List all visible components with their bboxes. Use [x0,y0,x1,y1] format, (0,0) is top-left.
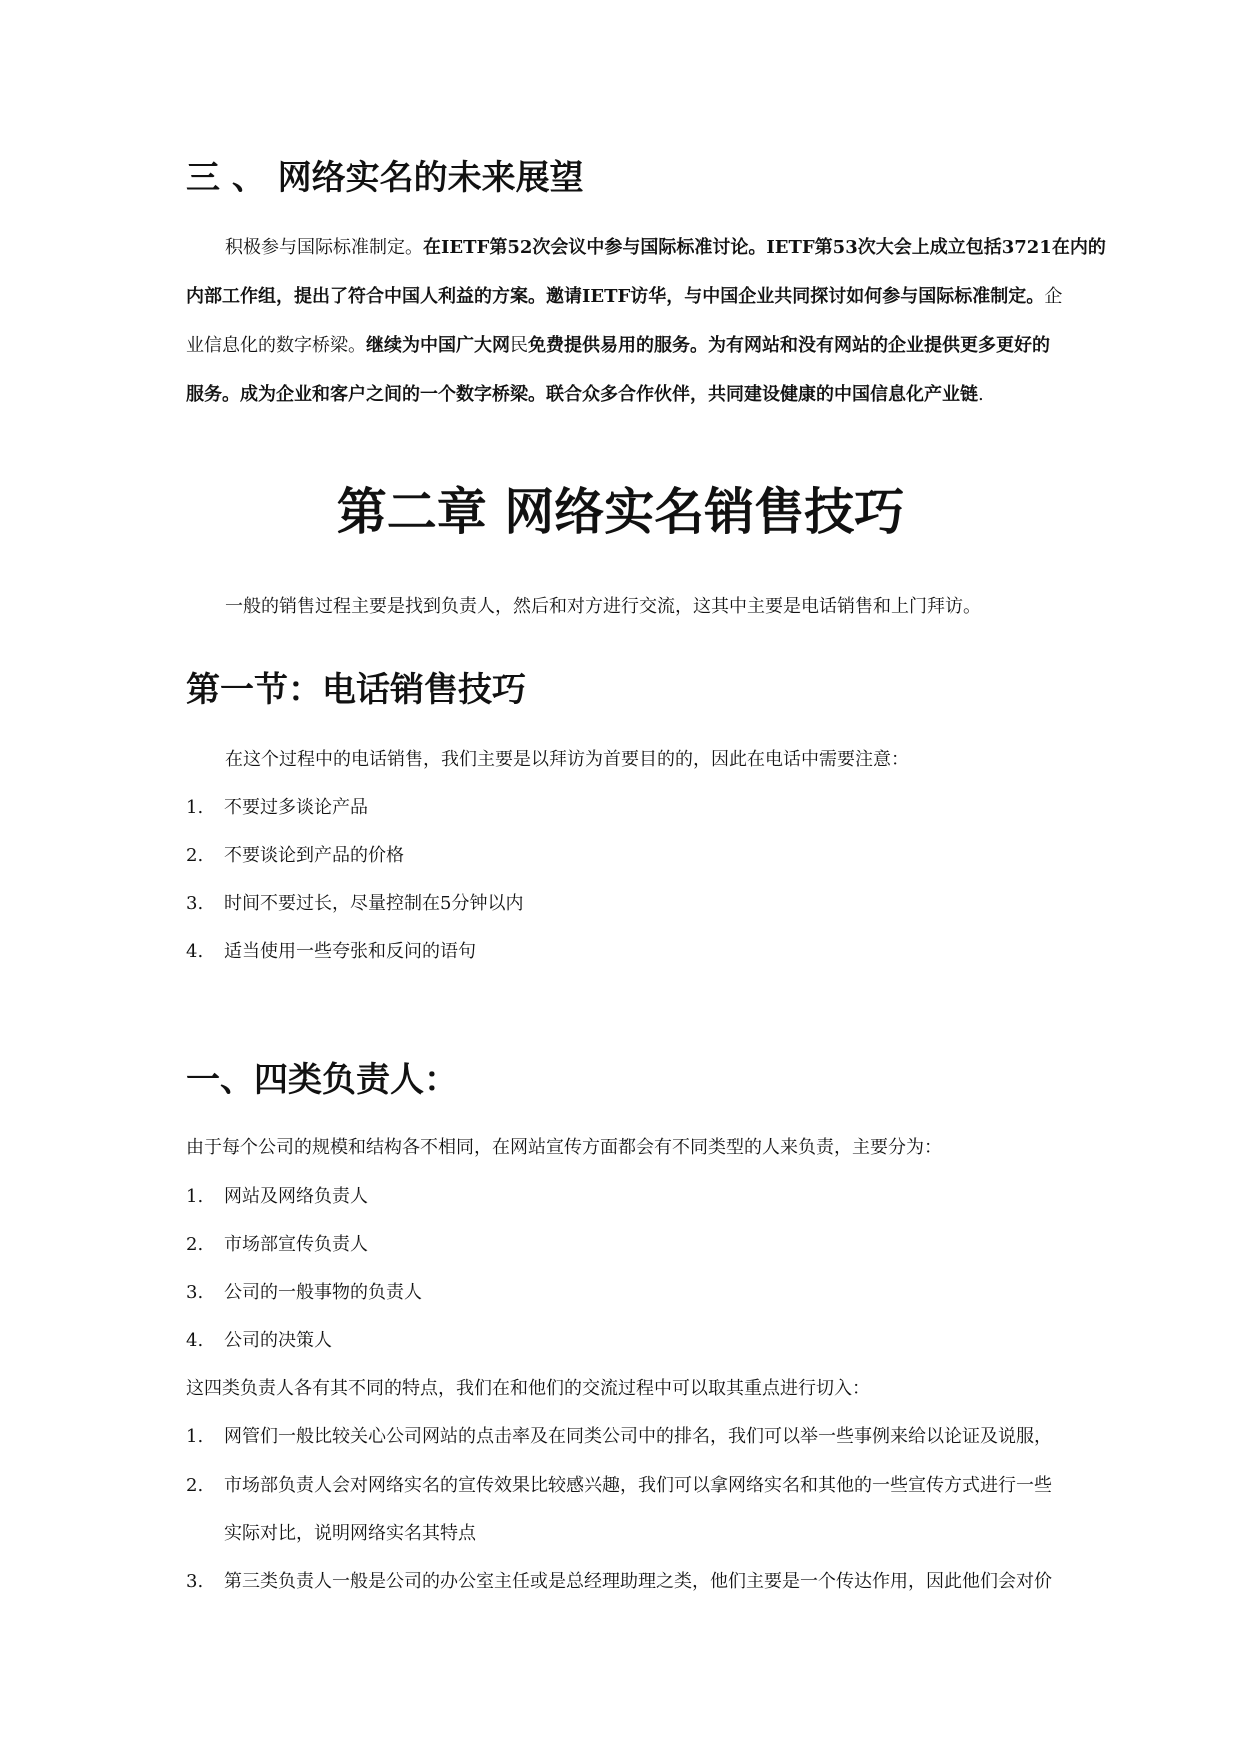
types-heading: 一、四类负责人： [186,1060,458,1100]
list-item [186,1427,1052,1447]
outlook-line-4 [186,385,984,405]
list-item [186,798,368,818]
text-run: 内部工作组，提出了符合中国人利益的方案。邀请IETF访华，与中国企业共同探讨如何参与国际标准制定。 [186,286,1045,307]
list-text: 适当使用一些夸张和反问的语句 [224,941,476,962]
text-run: . [978,384,984,405]
list-number: 3. [186,1282,204,1303]
text-run: 业信息化的数字桥梁。 [186,335,366,356]
list-text: 市场部宣传负责人 [224,1234,368,1255]
list-text: 公司的决策人 [224,1330,332,1351]
list-text: 不要过多谈论产品 [224,797,368,818]
phone-intro: 在这个过程中的电话销售，我们主要是以拜访为首要目的的，因此在电话中需要注意： [225,749,909,770]
list-number: 2. [186,845,204,866]
chapter-title: 第二章 网络实名销售技巧 [336,483,905,541]
list-number: 1. [186,1186,204,1207]
list-text: 公司的一般事物的负责人 [224,1282,422,1303]
outlook-line-1 [225,238,1106,258]
types-note: 这四类负责人各有其不同的特点，我们在和他们的交流过程中可以取其重点进行切入： [186,1378,870,1399]
list-item [186,1235,368,1255]
list-text: 不要谈论到产品的价格 [224,845,404,866]
list-number: 4. [186,941,204,962]
text-run: 积极参与国际标准制定。 [225,237,423,258]
list-item [186,846,404,866]
list-number: 1. [186,797,204,818]
outlook-line-2 [186,287,1062,307]
list-item [186,1187,368,1207]
types-intro: 由于每个公司的规模和结构各不相同，在网站宣传方面都会有不同类型的人来负责，主要分为： [186,1137,942,1158]
list-text: 网站及网络负责人 [224,1186,368,1207]
text-run: 免费提供易用的服务。为有网站和没有网站的企业提供更多更好的 [528,335,1050,356]
phone-section-heading: 第一节：电话销售技巧 [186,670,526,710]
text-run: 服务。成为企业和客户之间的一个数字桥梁。联合众多合作伙伴，共同建设健康的中国信息化产业链 [186,384,978,405]
list-number: 2. [186,1234,204,1255]
list-number: 1. [186,1426,204,1447]
list-text: 时间不要过长，尽量控制在5分钟以内 [224,893,524,914]
list-text: 第三类负责人一般是公司的办公室主任或是总经理助理之类，他们主要是一个传达作用，因此他们会对价 [224,1571,1052,1592]
list-item [186,1283,422,1303]
list-item-continuation [186,1524,476,1544]
list-item [186,894,523,914]
outlook-heading: 三 、 网络实名的未来展望 [186,158,584,198]
list-text: 实际对比，说明网络实名其特点 [224,1523,476,1544]
outlook-line-3 [186,336,1050,356]
text-run: 民 [510,335,528,356]
text-run: 企 [1044,286,1063,307]
list-text: 市场部负责人会对网络实名的宣传效果比较感兴趣，我们可以拿网络实名和其他的一些宣传方式进行一些 [224,1475,1052,1496]
list-item [186,1572,1052,1592]
list-item [186,1331,332,1351]
list-item [186,1476,1052,1496]
list-text: 网管们一般比较关心公司网站的点击率及在同类公司中的排名，我们可以举一些事例来给以论证及说服， [224,1426,1052,1447]
list-item [186,942,476,962]
list-number: 3. [186,1571,204,1592]
list-number: 2. [186,1475,204,1496]
list-number: 4. [186,1330,204,1351]
list-number: 3. [186,893,204,914]
text-run: 继续为中国广大网 [366,335,510,356]
text-run: 在IETF第52次会议中参与国际标准讨论。IETF第53次大会上成立包括3721在内的 [423,237,1106,258]
chapter-intro: 一般的销售过程主要是找到负责人，然后和对方进行交流，这其中主要是电话销售和上门拜访。 [225,596,981,617]
